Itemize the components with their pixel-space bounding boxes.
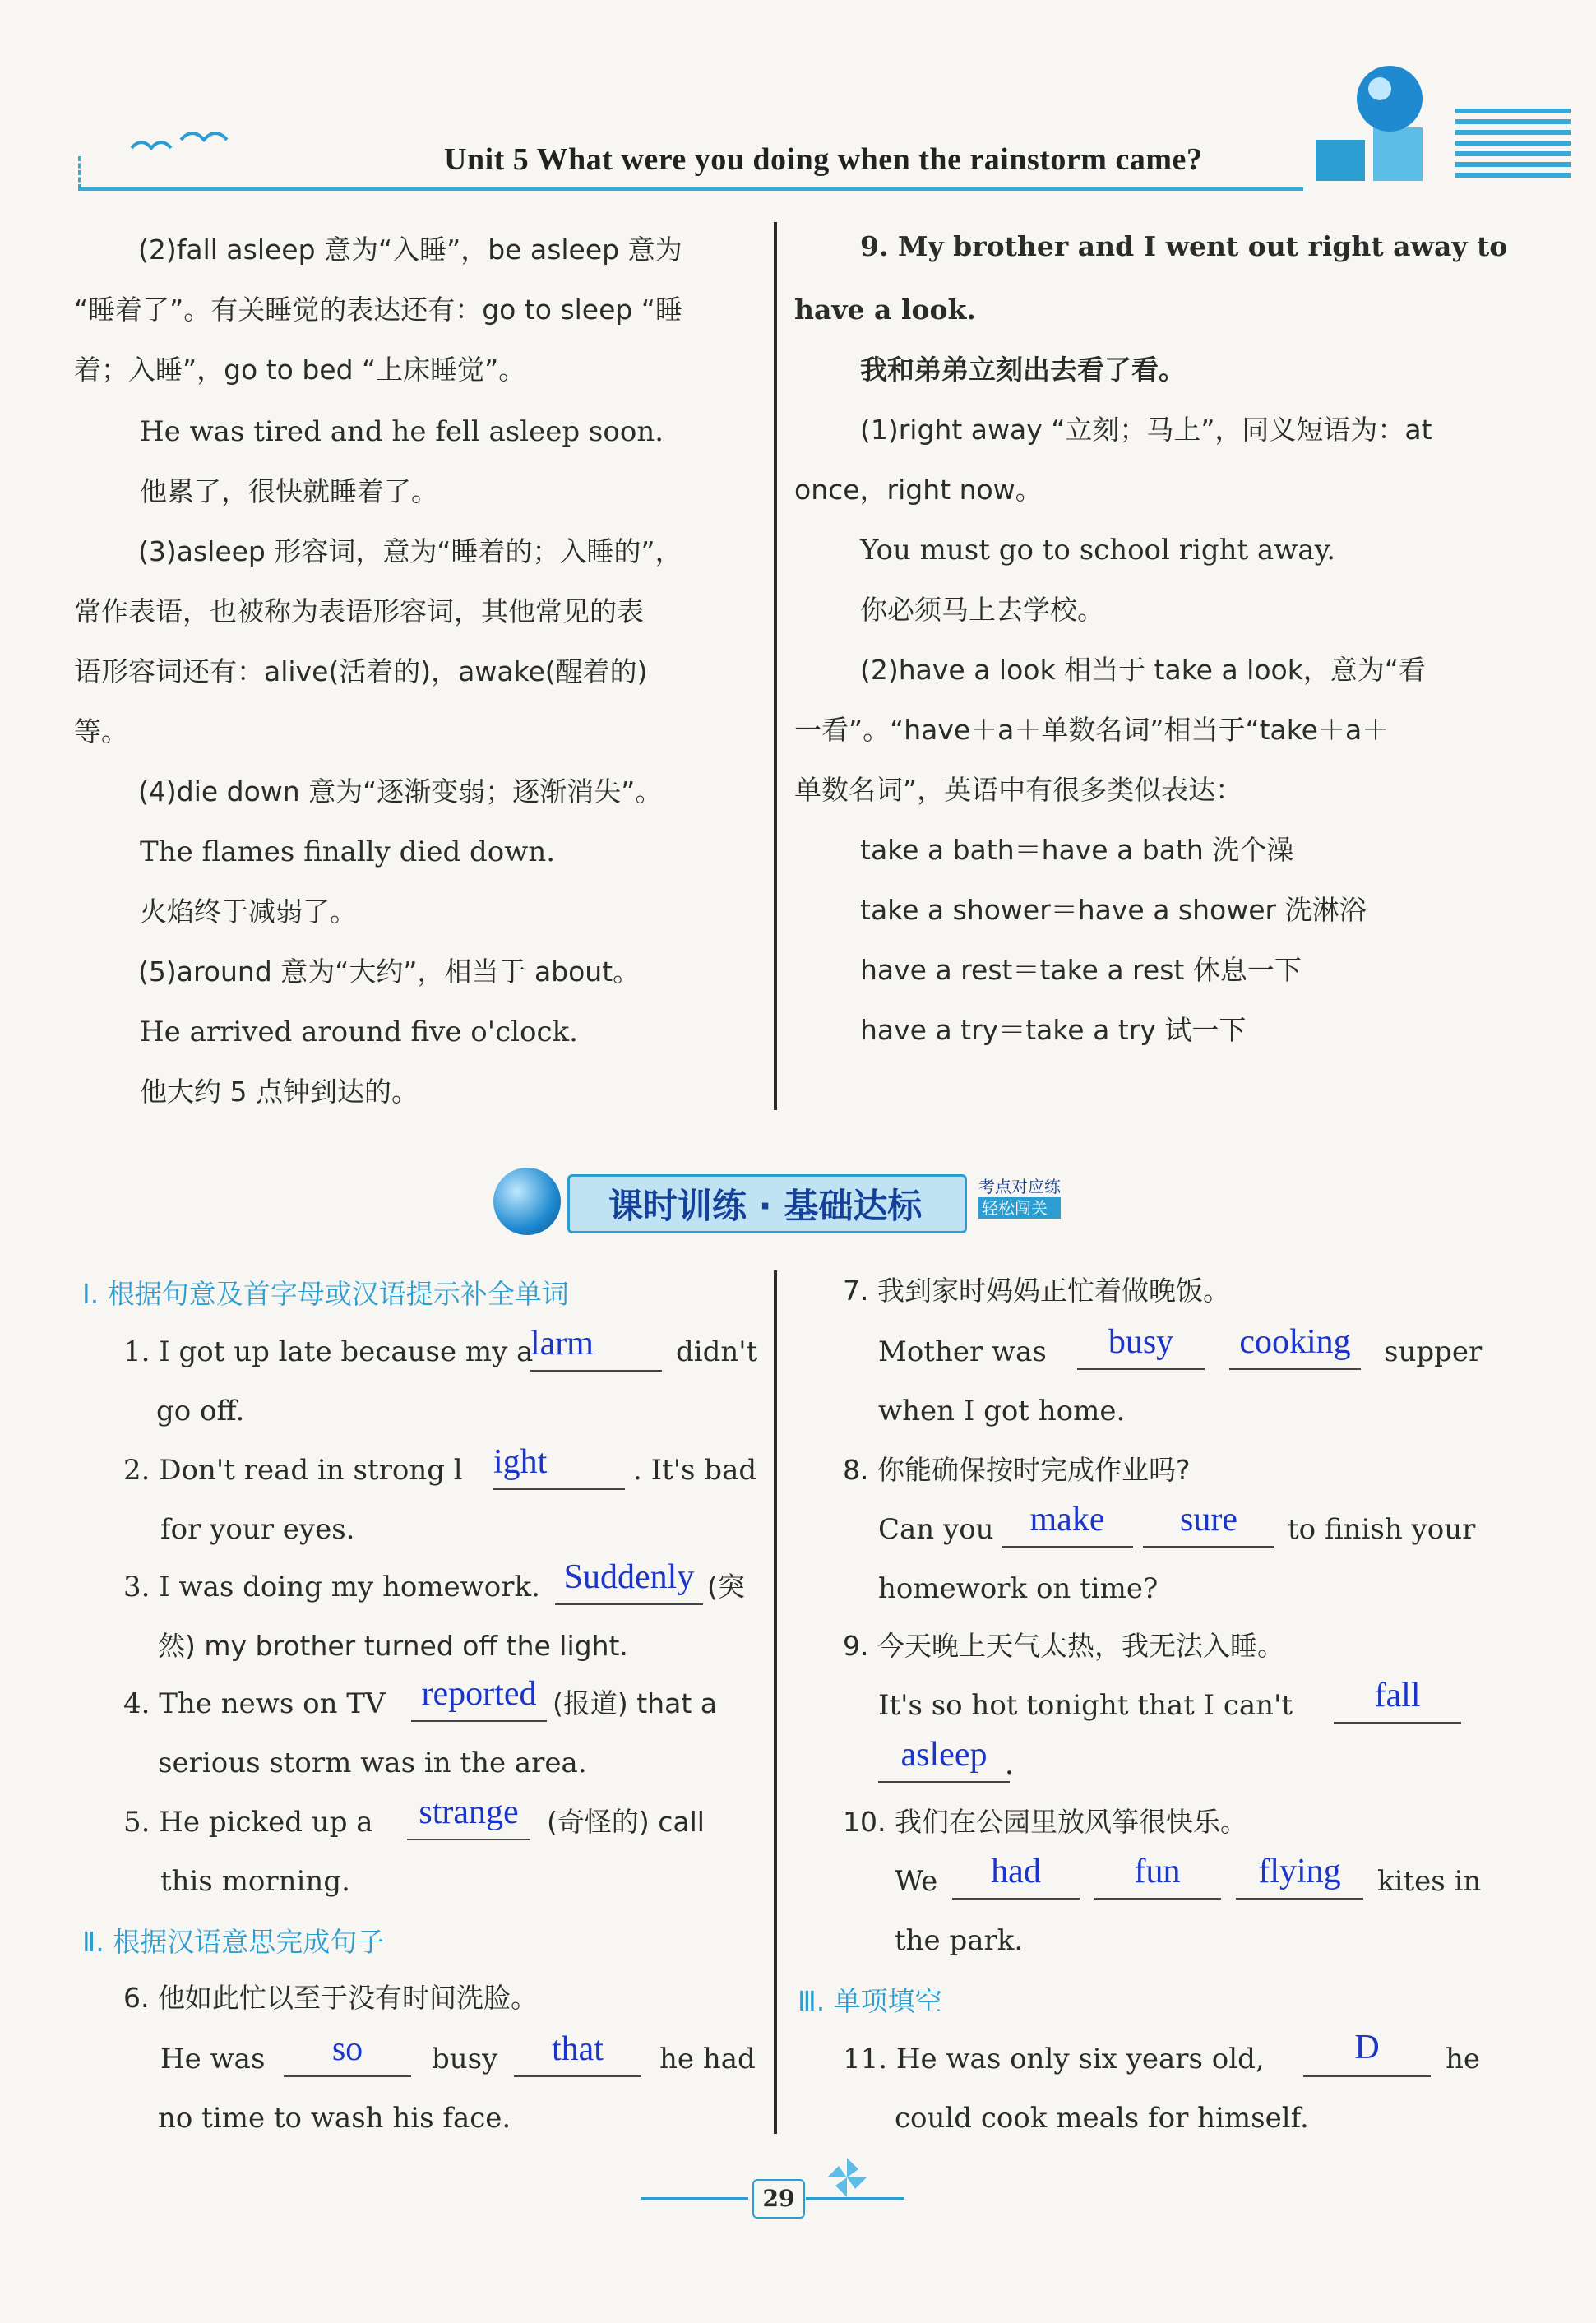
left-text-line: (5)around 意为“大约”，相当于 about。 (138, 956, 641, 988)
section-heading-3: Ⅲ. 单项填空 (798, 1985, 942, 2017)
q2-blank-line (493, 1488, 625, 1490)
q6-answer-2[interactable]: that (552, 2030, 604, 2068)
banner-tag (978, 1176, 1061, 1219)
q7-text-line2: when I got home. (878, 1395, 1126, 1428)
q3-text-end: (突 (707, 1571, 745, 1603)
q5-answer[interactable]: strange (419, 1793, 519, 1831)
q8-chinese: 8. 你能确保按时完成作业吗? (843, 1454, 1191, 1486)
left-text-line: (4)die down 意为“逐渐变弱；逐渐消失”。 (138, 775, 663, 807)
q10-answer-3[interactable]: flying (1258, 1853, 1341, 1890)
right-example-cn: 你必须马上去学校。 (860, 594, 1104, 626)
q5-text: 5. He picked up a (123, 1806, 373, 1839)
right-heading-line: have a look. (794, 294, 976, 326)
q8-text-a: Can you (878, 1513, 994, 1546)
header-stripes (1455, 109, 1571, 187)
left-example-en: He was tired and he fell asleep soon. (140, 415, 664, 448)
q7-blank-line-2 (1229, 1368, 1361, 1370)
q2-text: 2. Don't read in strong l (123, 1454, 463, 1487)
q7-text-a: Mother was (878, 1335, 1047, 1368)
page-number: 29 (752, 2179, 805, 2219)
left-example-cn: 火焰终于减弱了。 (140, 895, 357, 928)
banner-tag-line1: 考点对应练 (978, 1177, 1061, 1196)
right-example-en: You must go to school right away. (860, 534, 1336, 567)
banner-title: 课时训练 · 基础达标 (608, 1186, 923, 1226)
q2-answer[interactable]: ight (493, 1443, 548, 1481)
q3-text-line2: 然) my brother turned off the light. (158, 1630, 628, 1662)
q2-text-end: . It's bad (633, 1454, 757, 1487)
column-divider-bottom (774, 1270, 777, 2134)
left-text-line: 等。 (74, 715, 128, 747)
q6-chinese: 6. 他如此忙以至于没有时间洗脸。 (123, 1982, 538, 2014)
q10-answer-2[interactable]: fun (1134, 1853, 1181, 1890)
right-text-line: 单数名词”，英语中有很多类似表达： (794, 774, 1243, 806)
left-example-cn: 他累了，很快就睡着了。 (140, 475, 438, 507)
q6-text-a: He was (160, 2043, 266, 2075)
right-heading-line: 9. My brother and I went out right away to (860, 230, 1508, 262)
q1-text-line2: go off. (156, 1395, 245, 1428)
q1-text-end: didn't (676, 1335, 758, 1368)
q3-blank-line (555, 1603, 703, 1605)
left-example-en: He arrived around five o'clock. (140, 1016, 578, 1048)
q7-blank-line-1 (1077, 1368, 1205, 1370)
q3-answer[interactable]: Suddenly (563, 1558, 695, 1596)
q4-text: 4. The news on TV (123, 1687, 386, 1720)
q8-blank-line-2 (1143, 1546, 1274, 1548)
q8-answer-2[interactable]: sure (1180, 1501, 1237, 1539)
page-header-title: Unit 5 What were you doing when the rainstorm came? (444, 142, 1203, 177)
left-text-line: 着；入睡”，go to bed “上床睡觉”。 (74, 354, 526, 386)
section-banner (469, 1168, 1094, 1235)
q8-text-line2: homework on time? (878, 1572, 1159, 1605)
q10-chinese: 10. 我们在公园里放风筝很快乐。 (843, 1806, 1247, 1838)
q5-blank-line (407, 1839, 530, 1840)
left-example-cn: 他大约 5 点钟到达的。 (140, 1076, 419, 1108)
pinwheel-icon (822, 2153, 872, 2202)
q6-blank-line-2 (514, 2075, 641, 2077)
right-heading-cn: 我和弟弟立刻出去看了看。 (860, 354, 1186, 386)
q11-text-c: he (1446, 2043, 1481, 2075)
right-phrase-line: take a shower＝have a shower 洗淋浴 (860, 894, 1367, 926)
column-divider-top (774, 222, 777, 1110)
header-dashed-edge (78, 156, 89, 189)
q4-answer[interactable]: reported (421, 1675, 537, 1713)
q6-text-b: busy (432, 2043, 498, 2075)
seagulls-icon (123, 115, 238, 173)
q1-answer[interactable]: larm (530, 1325, 594, 1363)
q9-blank-line-1 (1334, 1722, 1461, 1724)
right-text-line: (1)right away “立刻；马上”，同义短语为：at (860, 414, 1432, 446)
q6-text-line2: no time to wash his face. (158, 2102, 511, 2135)
q11-text-line2: could cook meals for himself. (895, 2102, 1309, 2135)
q10-blank-line-3 (1236, 1898, 1363, 1900)
q10-text-c: kites in (1377, 1865, 1482, 1898)
right-phrase-line: take a bath＝have a bath 洗个澡 (860, 834, 1294, 866)
q6-text-c: he had (659, 2043, 756, 2075)
banner-globe-icon (493, 1168, 561, 1235)
q3-text: 3. I was doing my homework. (123, 1571, 540, 1603)
q7-answer-1[interactable]: busy (1108, 1323, 1174, 1361)
q1-blank-line (530, 1370, 662, 1372)
left-text-line: (3)asleep 形容词，意为“睡着的；入睡的”， (138, 535, 682, 567)
left-text-line: 语形容词还有：alive(活着的)，awake(醒着的) (74, 655, 648, 687)
q9-answer-2[interactable]: asleep (900, 1736, 988, 1774)
q2-text-line2: for your eyes. (160, 1513, 355, 1546)
q9-text-end: . (1005, 1748, 1014, 1781)
q1-text: 1. I got up late because my a (123, 1335, 534, 1368)
right-phrase-line: have a rest＝take a rest 休息一下 (860, 954, 1302, 986)
q10-blank-line-1 (952, 1898, 1080, 1900)
q6-blank-line-1 (284, 2075, 411, 2077)
banner-tag-line2: 轻松闯关 (978, 1197, 1061, 1219)
q4-blank-line (411, 1720, 547, 1722)
q6-answer-1[interactable]: so (331, 2030, 363, 2068)
q7-text-c: supper (1384, 1335, 1483, 1368)
q9-blank-line-2 (878, 1781, 1010, 1783)
left-text-line: “睡着了”。有关睡觉的表达还有：go to sleep “睡 (74, 294, 682, 326)
q5-text-line2: this morning. (160, 1865, 350, 1898)
q7-chinese: 7. 我到家时妈妈正忙着做晚饭。 (843, 1275, 1230, 1307)
q10-blank-line-2 (1094, 1898, 1221, 1900)
right-text-line: 一看”。“have＋a＋单数名词”相当于“take＋a＋ (794, 714, 1390, 746)
q11-answer[interactable]: D (1354, 2029, 1380, 2066)
footer-rule-left (641, 2197, 748, 2200)
globe-illustration-icon (1283, 49, 1447, 189)
q7-answer-2[interactable]: cooking (1239, 1323, 1351, 1361)
header-rule (78, 187, 1303, 191)
q9-text-a: It's so hot tonight that I can't (878, 1689, 1293, 1722)
q10-text-a: We (895, 1865, 938, 1898)
left-example-en: The flames finally died down. (140, 835, 556, 868)
q10-text-line2: the park. (895, 1924, 1024, 1957)
q10-answer-1[interactable]: had (991, 1853, 1041, 1890)
q4-text-end: (报道) that a (553, 1687, 717, 1719)
q9-chinese: 9. 今天晚上天气太热，我无法入睡。 (843, 1630, 1284, 1662)
section-heading-1: Ⅰ. 根据句意及首字母或汉语提示补全单词 (82, 1278, 569, 1310)
right-text-line: (2)have a look 相当于 take a look，意为“看 (860, 654, 1426, 686)
q8-text-c: to finish your (1288, 1513, 1476, 1546)
section-heading-2: Ⅱ. 根据汉语意思完成句子 (82, 1926, 385, 1958)
right-text-line: once，right now。 (794, 474, 1043, 506)
left-text-line: 常作表语，也被称为表语形容词，其他常见的表 (74, 595, 644, 627)
q9-answer-1[interactable]: fall (1374, 1677, 1421, 1714)
q8-answer-1[interactable]: make (1029, 1501, 1105, 1539)
q5-text-end: (奇怪的) call (547, 1806, 705, 1838)
q4-text-line2: serious storm was in the area. (158, 1747, 587, 1779)
left-text-line: (2)fall asleep 意为“入睡”，be asleep 意为 (138, 234, 682, 266)
q11-text-a: 11. He was only six years old, (843, 2043, 1265, 2075)
q8-blank-line-1 (1002, 1546, 1133, 1548)
q11-blank-line (1303, 2075, 1431, 2077)
right-phrase-line: have a try＝take a try 试一下 (860, 1014, 1247, 1046)
